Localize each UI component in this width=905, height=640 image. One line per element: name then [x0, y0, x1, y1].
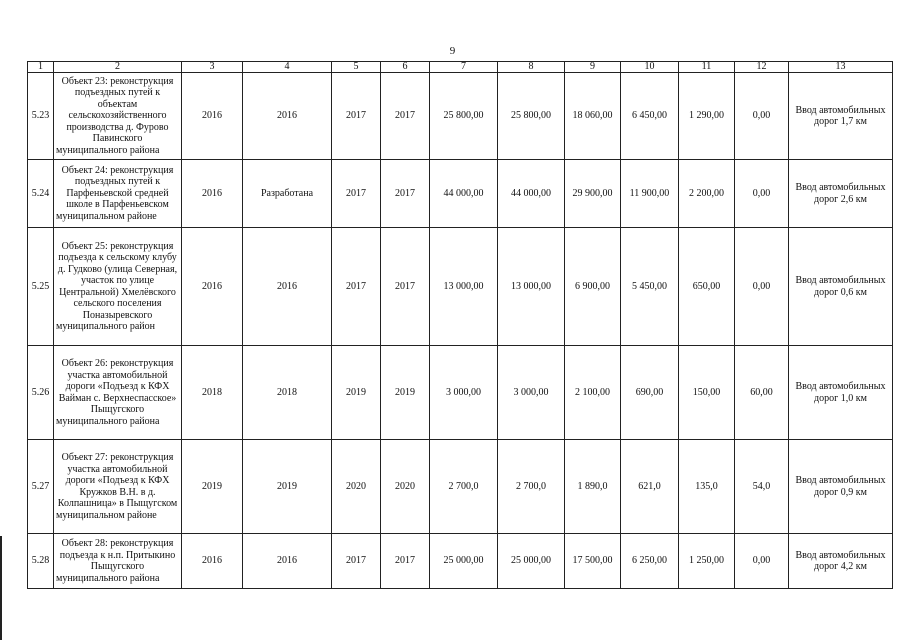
left-margin-rule: [0, 536, 2, 640]
column-header: 7: [430, 62, 498, 73]
table-cell: 2016: [182, 73, 243, 160]
table-cell: 25 000,00: [430, 534, 498, 589]
table-cell: 2019: [243, 440, 332, 534]
object-description: Объект 23: реконструкция подъездных путей к объектам сельскохозяйственного производства д. Фурово Павинского муниципального района: [54, 73, 182, 160]
table-cell: 1 250,00: [679, 534, 735, 589]
object-description: Объект 24: реконструкция подъездных путей к Парфеньевской средней школе в Парфеньевском муниципальном районе: [54, 160, 182, 228]
column-number-row: [28, 62, 893, 73]
table-cell: 25 800,00: [430, 73, 498, 160]
table-cell: 2016: [182, 534, 243, 589]
table-cell: 25 000,00: [498, 534, 565, 589]
table-cell: 0,00: [735, 228, 789, 346]
table-cell: 2020: [381, 440, 430, 534]
column-header: 2: [54, 62, 182, 73]
table-cell: 6 900,00: [565, 228, 621, 346]
table-cell: 0,00: [735, 160, 789, 228]
table-cell: 2 200,00: [679, 160, 735, 228]
table-cell: 13 000,00: [498, 228, 565, 346]
table-cell: 2019: [332, 346, 381, 440]
table-cell: 60,00: [735, 346, 789, 440]
table-cell: 150,00: [679, 346, 735, 440]
table-cell: 54,0: [735, 440, 789, 534]
table-cell: 2016: [182, 160, 243, 228]
object-description: Объект 27: реконструкция участка автомобильной дороги «Подъезд к КФХ Кружков В.Н. в д. Колпашница» в Пыщугском муниципальном районе: [54, 440, 182, 534]
result-cell: Ввод автомобильных дорог 0,9 км: [789, 440, 893, 534]
table-cell: 0,00: [735, 73, 789, 160]
table-row: [28, 73, 893, 160]
table-cell: 650,00: [679, 228, 735, 346]
column-header: 3: [182, 62, 243, 73]
result-cell: Ввод автомобильных дорог 1,7 км: [789, 73, 893, 160]
table-cell: 6 250,00: [621, 534, 679, 589]
column-header: 11: [679, 62, 735, 73]
table-row: [28, 440, 893, 534]
row-number: 5.26: [28, 346, 54, 440]
table-cell: 6 450,00: [621, 73, 679, 160]
page-number: 9: [449, 45, 456, 57]
column-header: 5: [332, 62, 381, 73]
table-cell: 2 700,0: [498, 440, 565, 534]
table-row: [28, 534, 893, 589]
column-header: 10: [621, 62, 679, 73]
table-cell: 29 900,00: [565, 160, 621, 228]
table-cell: 2017: [332, 228, 381, 346]
table-cell: 1 290,00: [679, 73, 735, 160]
table-cell: 2017: [381, 160, 430, 228]
column-header: 12: [735, 62, 789, 73]
table-cell: 621,0: [621, 440, 679, 534]
table-cell: 2018: [243, 346, 332, 440]
program-table: [27, 61, 893, 589]
row-number: 5.28: [28, 534, 54, 589]
object-description: Объект 25: реконструкция подъезда к сельскому клубу д. Гудково (улица Северная, участок по улице Центральной) Хмелёвского сельского поселения Поназыревского муниципального район: [54, 228, 182, 346]
table-cell: 2018: [182, 346, 243, 440]
table-cell: 2016: [182, 228, 243, 346]
table-cell: 2017: [381, 73, 430, 160]
result-cell: Ввод автомобильных дорог 1,0 км: [789, 346, 893, 440]
table-cell: 2019: [182, 440, 243, 534]
column-header: 4: [243, 62, 332, 73]
table-cell: 2016: [243, 534, 332, 589]
table-cell: 2 100,00: [565, 346, 621, 440]
table-cell: 2016: [243, 228, 332, 346]
table-cell: 2019: [381, 346, 430, 440]
column-header: 1: [28, 62, 54, 73]
table-cell: 44 000,00: [498, 160, 565, 228]
table-cell: 5 450,00: [621, 228, 679, 346]
table-cell: 0,00: [735, 534, 789, 589]
column-header: 13: [789, 62, 893, 73]
table-cell: 18 060,00: [565, 73, 621, 160]
result-cell: Ввод автомобильных дорог 4,2 км: [789, 534, 893, 589]
table-row: [28, 346, 893, 440]
table-cell: 17 500,00: [565, 534, 621, 589]
row-number: 5.27: [28, 440, 54, 534]
table-cell: 2017: [332, 73, 381, 160]
table-cell: Разработана: [243, 160, 332, 228]
table-cell: 3 000,00: [498, 346, 565, 440]
object-description: Объект 28: реконструкция подъезда к н.п. Притыкино Пыщугского муниципального района: [54, 534, 182, 589]
table-cell: 2020: [332, 440, 381, 534]
table-cell: 2017: [381, 534, 430, 589]
row-number: 5.25: [28, 228, 54, 346]
row-number: 5.24: [28, 160, 54, 228]
table-cell: 2 700,0: [430, 440, 498, 534]
table-cell: 135,0: [679, 440, 735, 534]
table-cell: 3 000,00: [430, 346, 498, 440]
column-header: 9: [565, 62, 621, 73]
table-cell: 2016: [243, 73, 332, 160]
column-header: 8: [498, 62, 565, 73]
table-cell: 13 000,00: [430, 228, 498, 346]
table-cell: 25 800,00: [498, 73, 565, 160]
table-cell: 690,00: [621, 346, 679, 440]
table-row: [28, 228, 893, 346]
table-cell: 2017: [381, 228, 430, 346]
object-description: Объект 26: реконструкция участка автомобильной дороги «Подъезд к КФХ Вайман с. Верхнеспасское» Пыщугского муниципального района: [54, 346, 182, 440]
table-cell: 11 900,00: [621, 160, 679, 228]
result-cell: Ввод автомобильных дорог 2,6 км: [789, 160, 893, 228]
table-cell: 1 890,0: [565, 440, 621, 534]
column-header: 6: [381, 62, 430, 73]
row-number: 5.23: [28, 73, 54, 160]
table-cell: 2017: [332, 534, 381, 589]
table-cell: 44 000,00: [430, 160, 498, 228]
table-cell: 2017: [332, 160, 381, 228]
result-cell: Ввод автомобильных дорог 0,6 км: [789, 228, 893, 346]
table-row: [28, 160, 893, 228]
